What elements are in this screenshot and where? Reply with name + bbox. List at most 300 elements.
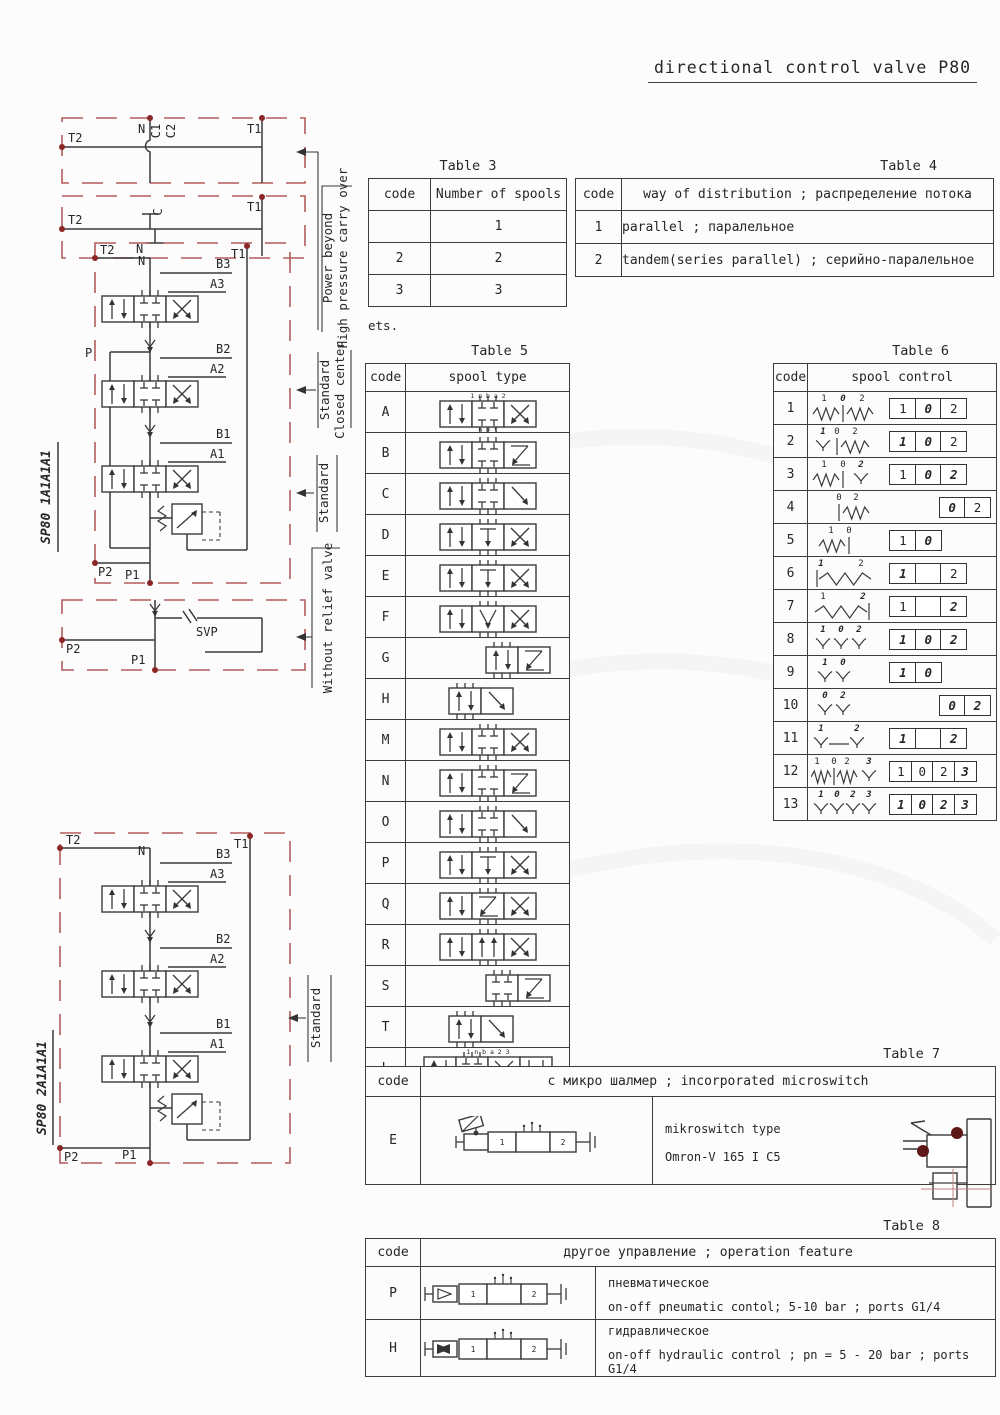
port-label-c1: C1 [149, 123, 163, 139]
control-row [808, 689, 996, 721]
table7-table [365, 1066, 996, 1185]
spool-symbol-holder [406, 638, 569, 678]
svg-text:1: 1 [821, 394, 827, 404]
position-cell: 0 [911, 761, 934, 782]
spool-control-icon [811, 722, 877, 754]
spool-symbol-holder [406, 556, 569, 596]
port-label-t2: T2 [68, 131, 83, 145]
table7-symbol-cell [421, 1097, 653, 1185]
svg-text:2: 2 [853, 493, 859, 503]
position-cell: 2 [932, 794, 955, 815]
table7-header-cell: code [366, 1067, 421, 1097]
position-cells [891, 398, 991, 419]
model-label: SP80 2A1A1A1 [35, 1041, 50, 1135]
table5-symbol-cell [406, 679, 570, 720]
svg-text:0: 0 [838, 625, 844, 635]
operation-spec: on-off pneumatic contol; 5-10 bar ; ports G1/4 [608, 1300, 941, 1314]
table6-code-cell: 8 [774, 623, 808, 656]
svg-text:3: 3 [866, 790, 872, 800]
svg-text:n p t: n p t [477, 425, 498, 432]
table5-symbol-cell [406, 843, 570, 884]
table5-table [365, 363, 570, 1089]
port-label-n: N [138, 122, 146, 136]
sp80-2-unit [35, 833, 290, 1166]
position-cell: 2 [964, 497, 991, 518]
table5-code-cell: Q [366, 884, 406, 925]
table6-content-cell [808, 590, 997, 623]
port-label-a2: A2 [210, 362, 225, 376]
svg-text:1: 1 [828, 526, 834, 536]
svg-text:2: 2 [858, 460, 864, 470]
pilot-valve-icon [423, 1323, 593, 1369]
table5-symbol-cell [406, 720, 570, 761]
t4-title: Table 4 [880, 158, 937, 174]
table5-code-cell: R [366, 925, 406, 966]
port-label-p2: P2 [64, 1150, 79, 1164]
spool-control-icon [811, 788, 877, 820]
t4-header-row [576, 179, 994, 211]
svg-text:1: 1 [822, 658, 828, 668]
svg-text:2: 2 [531, 1290, 537, 1299]
position-cell: 0 [915, 464, 942, 485]
table5-code-cell: A [366, 392, 406, 433]
t3-cell [369, 211, 431, 243]
arrow-left-icon [296, 489, 306, 497]
svg-text:1: 1 [821, 460, 827, 470]
closed-center-unit [59, 194, 305, 258]
table6-code-cell: 10 [774, 689, 808, 722]
position-cell: 1 [889, 629, 916, 650]
t3-header-row [369, 179, 567, 211]
spool-symbol-holder [406, 761, 569, 801]
page-title: directional control valve P80 [648, 58, 977, 83]
table5-row-M [366, 720, 570, 761]
table5-title: Table 5 [471, 343, 528, 359]
table6-header-row [774, 364, 997, 392]
spool-control-icon [811, 755, 877, 787]
t3-row [369, 243, 567, 275]
caption-power-beyond: Power beyond [320, 212, 335, 304]
svg-text:1: 1 [470, 1290, 476, 1299]
spool-type-icon [433, 720, 543, 760]
table8-row-H [366, 1320, 996, 1377]
table5-row-P [366, 843, 570, 884]
table5-symbol-cell [406, 884, 570, 925]
table5-code-cell: G [366, 638, 406, 679]
spool-symbol-holder [406, 515, 569, 555]
port-label-a3: A3 [210, 277, 225, 291]
t3-cell: 3 [431, 275, 567, 307]
svg-text:1 n b a 2 3: 1 n b a 2 3 [466, 1048, 510, 1056]
table6-header-cell: code [774, 364, 808, 392]
port-label-a1: A1 [210, 447, 225, 461]
t4-cell: 2 [576, 244, 622, 277]
table5-row-O [366, 802, 570, 843]
t3-header-cell: code [369, 179, 431, 211]
control-row [808, 590, 996, 622]
port-label-p: P [85, 346, 93, 360]
table5-row-B [366, 433, 570, 474]
position-cell [915, 728, 942, 749]
port-label-b2: B2 [216, 932, 231, 946]
spool-type-icon [433, 843, 543, 883]
port-label-t2: T2 [66, 833, 81, 847]
port-label-t1: T1 [231, 247, 246, 261]
control-row [808, 491, 996, 523]
port-label-n: N [138, 844, 146, 858]
table6-code-cell: 4 [774, 491, 808, 524]
table6-row-3 [774, 458, 997, 491]
spool-type-icon [433, 597, 543, 637]
table8-header-cell: другое управление ; operation feature [421, 1239, 996, 1267]
caption-carry-over: High pressure carry over [335, 167, 350, 349]
position-cell: 1 [889, 728, 916, 749]
position-cell: 1 [889, 596, 916, 617]
table6-content-cell [808, 491, 997, 524]
svg-text:1: 1 [818, 724, 824, 734]
table5-symbol-cell [406, 433, 570, 474]
port-label-p1: P1 [125, 568, 140, 582]
table8-desc-cell [596, 1267, 996, 1320]
position-cell: 2 [940, 596, 967, 617]
table7-header-cell: с микро шалмер ; incorporated microswitch [421, 1067, 996, 1097]
position-cells [891, 497, 991, 518]
caption-closed-center: Closed center [332, 341, 347, 439]
position-cell: 2 [964, 695, 991, 716]
svg-text:2: 2 [858, 559, 864, 569]
port-label-b3: B3 [216, 257, 231, 271]
directional-valve-icon [102, 375, 198, 413]
table6-row-8 [774, 623, 997, 656]
svg-text:2: 2 [854, 724, 860, 734]
t3-row [369, 275, 567, 307]
table5-code-cell: M [366, 720, 406, 761]
spool-control-icon [811, 392, 877, 424]
table6-content-cell [808, 623, 997, 656]
t3-table [368, 178, 567, 307]
control-row [808, 755, 996, 787]
caption-standard2: Standard [316, 462, 331, 524]
table5-header-cell: code [366, 364, 406, 392]
port-label-t2: T2 [68, 213, 83, 227]
table6-code-cell: 3 [774, 458, 808, 491]
spool-type-icon [433, 802, 543, 842]
port-label-p2: P2 [66, 642, 81, 656]
table5-symbol-cell [406, 392, 570, 433]
operation-name-ru: гидравлическое [608, 1324, 710, 1338]
table6-row-13 [774, 788, 997, 821]
spool-control-icon [811, 425, 877, 457]
spool-symbol-holder [406, 966, 569, 1006]
position-cell: 2 [940, 728, 967, 749]
table6-code-cell: 11 [774, 722, 808, 755]
spool-type-icon [433, 515, 543, 555]
position-cell: 0 [911, 794, 934, 815]
position-cell: 3 [954, 794, 977, 815]
port-label-a3: A3 [210, 867, 225, 881]
spool-symbol-holder [406, 392, 569, 432]
port-label-b2: B2 [216, 342, 231, 356]
port-label-n: N [136, 242, 144, 256]
svg-text:2: 2 [531, 1345, 537, 1354]
table6-code-cell: 12 [774, 755, 808, 788]
side-captions [288, 148, 352, 1062]
table5-row-Q [366, 884, 570, 925]
position-cell: 1 [889, 530, 916, 551]
microswitch-type-label: mikroswitch type [665, 1121, 781, 1136]
position-cells [891, 629, 991, 650]
position-cells [891, 695, 991, 716]
position-cell: 1 [889, 398, 916, 419]
spool-type-icon [442, 679, 520, 719]
caption-without-relief: Without relief valve [320, 542, 335, 694]
svg-text:1: 1 [818, 559, 824, 569]
spool-symbol-holder [406, 720, 569, 760]
pilot-valve-icon [423, 1268, 593, 1314]
position-cell: 2 [940, 563, 967, 584]
microswitch-drawing [865, 1117, 995, 1213]
pilot-valve-icon [452, 1116, 622, 1162]
control-row [808, 623, 996, 655]
sp80-1-unit [39, 243, 290, 586]
table5-code-cell: F [366, 597, 406, 638]
port-label-t1: T1 [247, 122, 262, 136]
table5-symbol-cell [406, 802, 570, 843]
position-cells [891, 662, 991, 683]
table-3 [368, 158, 568, 307]
arrow-left-icon [296, 148, 306, 156]
table5-code-cell: E [366, 556, 406, 597]
t4-cell: tandem(series parallel) ; серийно-паралельное [622, 244, 994, 277]
svg-text:0: 0 [834, 790, 840, 800]
t4-row [576, 244, 994, 277]
table5-symbol-cell [406, 638, 570, 679]
arrow-left-icon [296, 386, 306, 394]
table5-row-G [366, 638, 570, 679]
svg-text:2: 2 [860, 592, 866, 602]
t4-table [575, 178, 994, 277]
microswitch-model-label: Omron-V 165 I C5 [665, 1149, 781, 1164]
position-cell [915, 596, 942, 617]
port-label-t1: T1 [234, 837, 249, 851]
table5-header-cell: spool type [406, 364, 570, 392]
t3-cell: 3 [369, 275, 431, 307]
table-8 [365, 1218, 995, 1377]
table6-row-10 [774, 689, 997, 722]
table8-code-cell: P [366, 1267, 421, 1320]
spool-control-icon [811, 458, 877, 490]
spool-control-icon [811, 557, 877, 589]
directional-valve-icon [102, 880, 198, 918]
table6-content-cell [808, 656, 997, 689]
spool-control-icon [811, 689, 877, 721]
table6-row-2 [774, 425, 997, 458]
table5-symbol-cell [406, 1007, 570, 1048]
position-cell [915, 563, 942, 584]
position-cell: 2 [940, 464, 967, 485]
table6-content-cell [808, 458, 997, 491]
control-row [808, 722, 996, 754]
port-label-p2: P2 [98, 565, 113, 579]
table6-row-6 [774, 557, 997, 590]
table-6 [773, 343, 997, 821]
table7-row-E [366, 1097, 996, 1185]
svg-text:2: 2 [844, 757, 850, 767]
position-cell: 3 [954, 761, 977, 782]
table6-row-4 [774, 491, 997, 524]
svg-text:1: 1 [820, 592, 826, 602]
spool-symbol-holder [406, 884, 569, 924]
spool-control-icon [811, 590, 877, 622]
spool-type-icon [433, 556, 543, 596]
microswitch-photo-icon [865, 1117, 995, 1209]
table7-desc-cell [653, 1097, 996, 1185]
port-label-t1: T1 [247, 200, 262, 214]
table5-code-cell: B [366, 433, 406, 474]
svg-text:2: 2 [560, 1137, 565, 1147]
svg-text:1: 1 [499, 1137, 504, 1147]
port-label-b1: B1 [216, 1017, 231, 1031]
position-cells [891, 431, 991, 452]
spool-control-icon [811, 623, 877, 655]
svg-text:0: 0 [840, 394, 846, 404]
position-cells [891, 794, 991, 815]
relief-valve-icon [150, 504, 220, 550]
table5-code-cell: O [366, 802, 406, 843]
spool-type-icon [433, 925, 543, 965]
svg-text:2: 2 [850, 790, 856, 800]
svg-text:0: 0 [836, 493, 842, 503]
directional-valve-icon [102, 1050, 198, 1088]
model-label: SP80 1A1A1A1 [39, 450, 54, 544]
position-cell: 2 [940, 398, 967, 419]
table5-row-N [366, 761, 570, 802]
table8-row-P [366, 1267, 996, 1320]
relief-valve-icon [150, 1094, 220, 1140]
arrow-left-icon [296, 633, 306, 641]
table6-content-cell [808, 557, 997, 590]
control-row [808, 656, 996, 688]
table5-code-cell: N [366, 761, 406, 802]
spool-symbol-holder [406, 843, 569, 883]
without-relief-unit [59, 600, 305, 673]
spool-type-icon [479, 966, 557, 1006]
port-label-p1: P1 [131, 653, 146, 667]
table8-header-row [366, 1239, 996, 1267]
position-cell: 1 [889, 761, 912, 782]
table-7 [365, 1046, 995, 1185]
svg-text:0: 0 [831, 757, 837, 767]
table5-symbol-cell [406, 597, 570, 638]
t3-header-cell: Number of spools [431, 179, 567, 211]
control-row [808, 458, 996, 490]
table5-row-R [366, 925, 570, 966]
table6-content-cell [808, 755, 997, 788]
table5-symbol-cell [406, 925, 570, 966]
table-5 [365, 343, 570, 1089]
table8-desc-cell [596, 1320, 996, 1377]
spool-type-icon [433, 761, 543, 801]
table6-content-cell [808, 392, 997, 425]
table5-code-cell: C [366, 474, 406, 515]
position-cell: 0 [939, 497, 966, 518]
port-label-a1: A1 [210, 1037, 225, 1051]
spool-control-icon [811, 656, 877, 688]
table5-code-cell: D [366, 515, 406, 556]
table6-row-12 [774, 755, 997, 788]
position-cells [891, 596, 991, 617]
position-cell: 0 [915, 431, 942, 452]
table5-symbol-cell [406, 556, 570, 597]
port-label-t2: T2 [100, 243, 115, 257]
spool-type-icon [479, 638, 557, 678]
svg-text:1: 1 [470, 1345, 476, 1354]
position-cell: 2 [940, 431, 967, 452]
svg-text:1: 1 [820, 625, 826, 635]
table8-table [365, 1238, 996, 1377]
table8-code-cell: H [366, 1320, 421, 1377]
position-cell: 1 [889, 662, 916, 683]
spool-control-icon [811, 491, 877, 523]
svg-text:2: 2 [856, 625, 862, 635]
svg-text:1: 1 [814, 757, 820, 767]
table5-row-H [366, 679, 570, 720]
t3-cell: 2 [431, 243, 567, 275]
table6-row-1 [774, 392, 997, 425]
table5-symbol-cell [406, 761, 570, 802]
table6-title: Table 6 [892, 343, 949, 359]
table8-symbol-cell [421, 1320, 596, 1377]
port-label-c: C [151, 208, 165, 216]
t4-cell: 1 [576, 211, 622, 244]
position-cells [891, 761, 991, 782]
directional-valve-icon [102, 460, 198, 498]
table6-content-cell [808, 788, 997, 821]
svg-text:0: 0 [822, 691, 828, 701]
table5-code-cell: H [366, 679, 406, 720]
table6-row-5 [774, 524, 997, 557]
spool-control-icon [811, 524, 877, 556]
table6-code-cell: 13 [774, 788, 808, 821]
control-row [808, 392, 996, 424]
table6-table [773, 363, 997, 821]
directional-valve-icon [102, 965, 198, 1003]
t3-row [369, 211, 567, 243]
position-cell: 2 [932, 761, 955, 782]
spool-type-icon [433, 884, 543, 924]
table8-header-cell: code [366, 1239, 421, 1267]
t3-cell: 1 [431, 211, 567, 243]
spool-type-icon [433, 474, 543, 514]
table6-row-9 [774, 656, 997, 689]
t4-row [576, 211, 994, 244]
caption-standard3: Standard [308, 987, 323, 1049]
port-label-p1: P1 [122, 1148, 137, 1162]
power-beyond-unit [59, 115, 305, 183]
position-cell: 1 [889, 464, 916, 485]
control-row [808, 557, 996, 589]
svp-label: SVP [196, 625, 218, 639]
table7-title: Table 7 [883, 1046, 940, 1062]
spool-symbol-holder [406, 433, 569, 473]
t3-cell: 2 [369, 243, 431, 275]
table5-row-F [366, 597, 570, 638]
table5-row-A [366, 392, 570, 433]
position-cell: 0 [939, 695, 966, 716]
table5-symbol-cell [406, 474, 570, 515]
svg-text:2: 2 [840, 691, 846, 701]
table6-content-cell [808, 689, 997, 722]
